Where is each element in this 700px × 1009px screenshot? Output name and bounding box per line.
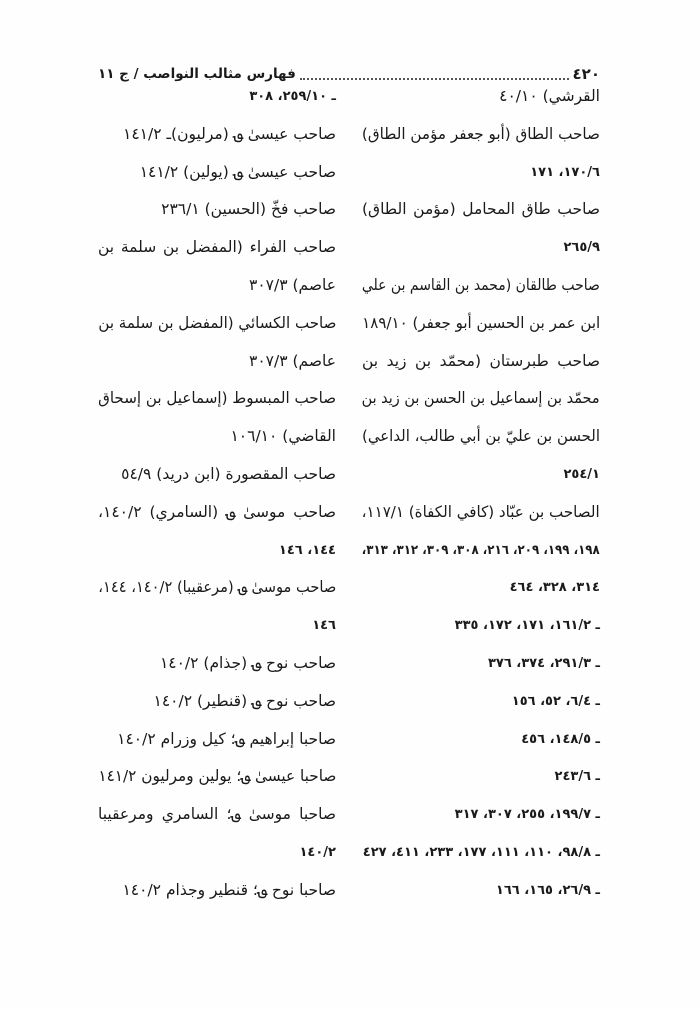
index-entry-line — [98, 645, 336, 683]
index-entry-text: صاحب الطاق (أبو جعفر مؤمن الطاق) — [362, 124, 600, 143]
index-entry-line — [98, 191, 336, 229]
index-entry-text: صاحب عيسىٰ ؈ (مرليون)ـ ١٤١/٢ — [123, 124, 336, 143]
index-entry-text: صاحب طاق المحامل (مؤمن الطاق) — [362, 200, 600, 219]
index-entry-line — [98, 154, 336, 192]
index-entry-line — [98, 229, 336, 267]
index-entry-text: صاحب موسىٰ ؈ (مرعقيبا) ١٤٠/٢، ١٤٤، — [97, 578, 336, 597]
index-entry-line — [362, 569, 600, 607]
index-entry-text: ـ ١٦١/٢، ١٧١، ١٧٢، ٣٣٥ — [454, 618, 600, 634]
index-entry-line — [362, 834, 600, 872]
index-entry-text: صاحب عيسىٰ ؈ (يولين) ١٤١/٢ — [139, 162, 336, 181]
index-entry-line — [98, 683, 336, 721]
index-entry-line — [362, 683, 600, 721]
index-entry-text: صاحب نوح ؈ (جذام) ١٤٠/٢ — [159, 653, 336, 672]
index-entry-line — [98, 569, 336, 607]
index-entry-text: الحسن بن عليّ بن أبي طالب، الداعي) — [362, 427, 600, 446]
index-entry-text: صاحب الكسائي (المفضل بن سلمة بن — [98, 313, 336, 332]
index-entry-text: ـ ٦/٤، ٥٢، ١٥٦ — [511, 693, 600, 709]
index-entry-text: ـ ١٩٩/٧، ٢٥٥، ٣٠٧، ٣١٧ — [454, 807, 600, 823]
index-entry-line — [98, 607, 336, 645]
index-entry-text: صاحب موسىٰ ؈ (السامري) ١٤٠/٢، — [98, 502, 336, 521]
index-entry-text: ١٤٠/٢ — [299, 844, 336, 860]
index-entry-line — [98, 380, 336, 418]
index-entry-text: صاحب الفراء (المفضل بن سلمة بن — [98, 238, 336, 257]
index-column-right — [362, 78, 600, 910]
index-entry-line — [362, 418, 600, 456]
index-entry-line — [98, 494, 336, 532]
index-entry-text: صاحبا موسىٰ ؈؛ السامري ومرعقيبا — [98, 805, 336, 824]
index-entry-line — [362, 494, 600, 532]
index-entry-line — [362, 796, 600, 834]
index-entry-line — [98, 267, 336, 305]
index-entry-text: القاضي) ١٠٦/١٠ — [230, 427, 336, 446]
index-entry-text: ١٤٦ — [312, 618, 336, 634]
index-column-left — [98, 78, 336, 910]
index-entry-text: ٢٥٤/١ — [563, 466, 600, 482]
index-entry-line — [362, 116, 600, 154]
index-entry-text: محمّد بن إسماعيل بن الحسن بن زيد بن — [361, 389, 600, 408]
index-entry-text: صاحب فخّ (الحسين) ٢٣٦/١ — [161, 200, 336, 219]
index-entry-text: صاحب طبرستان (محمّد بن زيد بن — [362, 351, 600, 370]
index-entry-line — [362, 721, 600, 759]
index-entry-line — [98, 418, 336, 456]
index-entry-line — [362, 267, 600, 305]
index-entry-text: صاحب المقصورة (ابن دريد) ٥٤/٩ — [121, 464, 336, 483]
index-entry-text: ٣١٤، ٣٢٨، ٤٦٤ — [509, 580, 600, 596]
index-entry-line — [362, 758, 600, 796]
index-entry-text: ـ ١٤٨/٥، ٤٥٦ — [521, 731, 600, 747]
index-entry-line — [98, 758, 336, 796]
index-entry-line — [98, 872, 336, 910]
index-entry-text: الصاحب بن عبّاد (كافي الكفاة) ١١٧/١، — [361, 502, 600, 521]
index-entry-line — [362, 607, 600, 645]
index-entry-line — [362, 154, 600, 192]
index-entry-text: صاحب المبسوط (إسماعيل بن إسحاق — [98, 389, 336, 408]
index-entry-text: ١٤٤، ١٤٦ — [278, 542, 336, 558]
index-entry-text: صاحبا نوح ؈؛ قنطير وجذام ١٤٠/٢ — [122, 880, 336, 899]
index-entry-line — [98, 343, 336, 381]
index-entry-line — [98, 78, 336, 116]
index-entry-text: صاحبا عيسىٰ ؈؛ يولين ومرليون ١٤١/٢ — [98, 767, 336, 786]
index-entry-text: صاحبا إبراهيم ؈؛ كيل وزرام ١٤٠/٢ — [117, 729, 336, 748]
index-entry-line — [362, 229, 600, 267]
index-entry-line — [362, 343, 600, 381]
index-entry-text: صاحب طالقان (محمد بن القاسم بن علي — [361, 275, 600, 294]
index-entry-text: ـ ٢٤٣/٦ — [554, 769, 600, 785]
index-entry-line — [98, 305, 336, 343]
page-number: ٤٢٠ — [572, 65, 600, 83]
index-entry-line — [362, 305, 600, 343]
index-entry-line — [98, 834, 336, 872]
index-entry-text: عاصم) ٣٠٧/٣ — [249, 275, 336, 294]
index-entry-text: ـ ٩٨/٨، ١١٠، ١١١، ١٧٧، ٢٣٣، ٤١١، ٤٢٧ — [362, 844, 600, 860]
index-entry-text: ١٧٠/٦، ١٧١ — [530, 164, 600, 180]
index-entry-text: ١٩٨، ١٩٩، ٢٠٩، ٢١٦، ٣٠٨، ٣٠٩، ٣١٢، ٣١٣، — [362, 542, 600, 558]
index-entry-line — [362, 191, 600, 229]
index-entry-text: ٢٦٥/٩ — [563, 240, 600, 256]
running-title: فهارس مثالب النواصب / ج ١١ — [98, 66, 296, 82]
index-entry-line — [362, 456, 600, 494]
index-entry-text: ـ ٢٩١/٣، ٣٧٤، ٣٧٦ — [487, 655, 600, 671]
index-entry-line — [362, 645, 600, 683]
index-entry-text: ـ ٢٥٩/١٠، ٣٠٨ — [249, 89, 336, 104]
index-entry-text: ـ ٢٦/٩، ١٦٥، ١٦٦ — [495, 882, 600, 898]
index-entry-line — [98, 532, 336, 570]
index-entry-line — [362, 78, 600, 116]
index-entry-line — [98, 721, 336, 759]
index-entry-line — [98, 116, 336, 154]
index-entry-text: القرشي) ٤٠/١٠ — [499, 87, 600, 105]
index-entry-text: عاصم) ٣٠٧/٣ — [249, 351, 336, 370]
index-entry-text: صاحب نوح ؈ (قنطير) ١٤٠/٢ — [153, 691, 336, 710]
index-entry-line — [362, 380, 600, 418]
index-entry-line — [98, 796, 336, 834]
index-entry-line — [362, 532, 600, 570]
index-entry-text: ابن عمر بن الحسين أبو جعفر) ١٨٩/١٠ — [361, 313, 600, 332]
index-entry-line — [362, 872, 600, 910]
index-entry-line — [98, 456, 336, 494]
